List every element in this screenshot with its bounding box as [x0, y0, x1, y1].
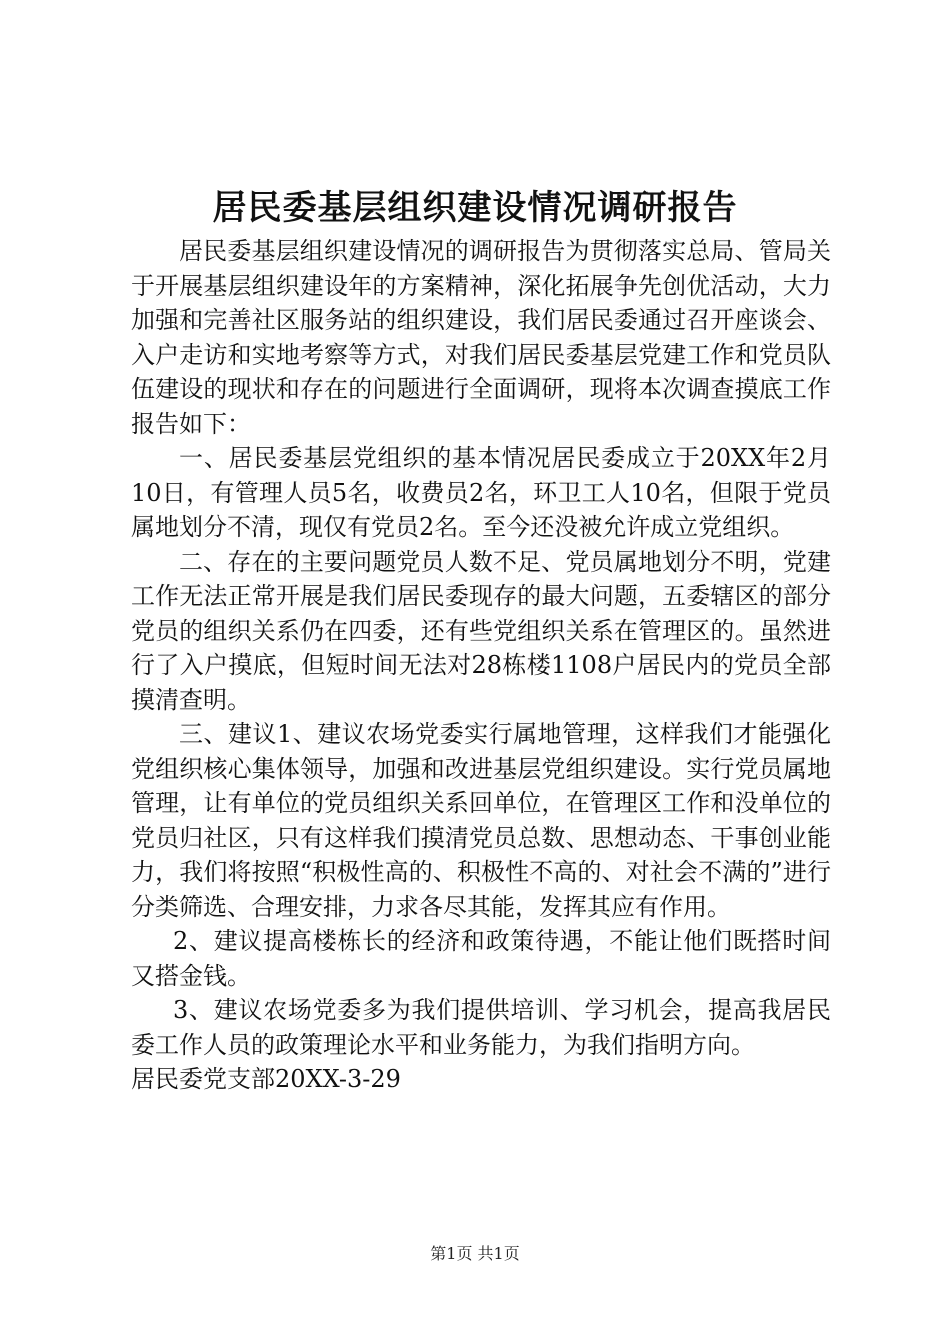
signature-line: 居民委党支部20XX-3-29 — [131, 1065, 401, 1093]
page-footer: 第1页 共1页 — [430, 1244, 520, 1263]
document-body — [131, 234, 831, 1097]
paragraph-suggestion-2: 2、建议提高楼栋长的经济和政策待遇，不能让他们既搭时间又搭金钱。 — [131, 927, 831, 990]
paragraph-suggestion-3: 3、建议农场党委多为我们提供培训、学习机会，提高我居民委工作人员的政策理论水平和业务能力，为我们指明方向。 — [131, 996, 831, 1059]
paragraph-basic-situation: 一、居民委基层党组织的基本情况居民委成立于20XX年2月10日，有管理人员5名，收费员2名，环卫工人10名，但限于党员属地划分不清，现仅有党员2名。至今还没被允许成立党组织。 — [131, 444, 831, 541]
paragraph-suggestion-1: 三、建议1、建议农场党委实行属地管理，这样我们才能强化党组织核心集体领导，加强和改进基层党组织建设。实行党员属地管理，让有单位的党员组织关系回单位，在管理区工作和没单位的党员归社区，只有这样我们摸清党员总数、思想动态、干事创业能力，我们将按照“积极性高的、积极性不高的、对社会不满的”进行分类筛选、合理安排，力求各尽其能，发挥其应有作用。 — [131, 720, 831, 921]
document-title: 居民委基层组织建设情况调研报告 — [212, 188, 738, 228]
paragraph-intro: 居民委基层组织建设情况的调研报告为贯彻落实总局、管局关于开展基层组织建设年的方案精神，深化拓展争先创优活动，大力加强和完善社区服务站的组织建设，我们居民委通过召开座谈会、入户走访和实地考察等方式，对我们居民委基层党建工作和党员队伍建设的现状和存在的问题进行全面调研，现将本次调查摸底工作报告如下： — [131, 237, 831, 438]
paragraph-main-problems: 二、存在的主要问题党员人数不足、党员属地划分不明，党建工作无法正常开展是我们居民委现存的最大问题，五委辖区的部分党员的组织关系仍在四委，还有些党组织关系在管理区的。虽然进行了入户摸底，但短时间无法对28栋楼1108户居民内的党员全部摸清查明。 — [131, 547, 831, 714]
